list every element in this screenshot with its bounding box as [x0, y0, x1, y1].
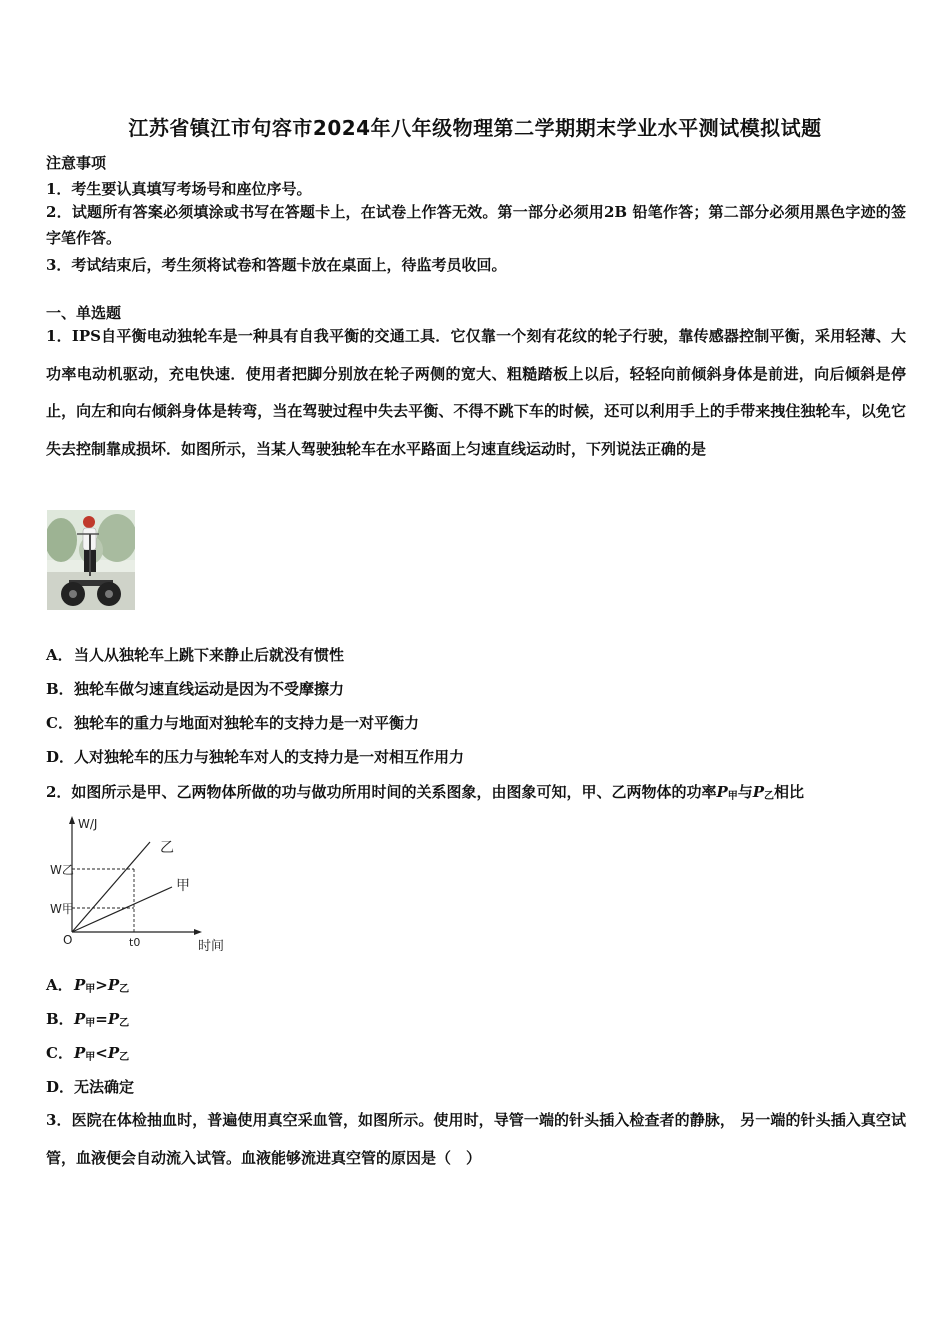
q2-b-p2: P — [107, 1010, 120, 1028]
q2-b-sub1: 甲 — [85, 1018, 96, 1029]
q2-a-sub1: 甲 — [85, 984, 96, 995]
q1-option-b[interactable] — [46, 678, 344, 699]
q1-option-a[interactable] — [46, 644, 344, 665]
w-yi-label: W乙 — [50, 863, 74, 877]
q2-sub-yi: 乙 — [764, 791, 775, 802]
question-2-stem — [46, 781, 804, 802]
q2-option-a[interactable] — [46, 974, 129, 995]
q2-b-p1: P — [74, 1010, 86, 1028]
q2-stem-mid: 与 — [737, 783, 753, 801]
q2-c-sub2: 乙 — [119, 1052, 130, 1063]
q2-c-sub1: 甲 — [85, 1052, 96, 1063]
q2-a-sub2: 乙 — [119, 984, 130, 995]
q2-stem-part-a: 2．如图所示是甲、乙两物体所做的功与做功所用时间的关系图象，由图象可知，甲、乙两物体的功率 — [46, 783, 717, 801]
q2-a-p2: P — [107, 976, 120, 994]
q2-option-d-text: 无法确定 — [74, 1078, 135, 1096]
q2-option-a-label: A． — [46, 976, 73, 994]
q1-option-a-text: 当人从独轮车上跳下来静止后就没有惯性 — [74, 646, 345, 664]
q1-option-b-label: B． — [46, 680, 74, 698]
line-jia-label: 甲 — [176, 878, 190, 894]
notes-heading: 注意事项 — [46, 154, 107, 172]
unicycle-photo — [47, 510, 135, 610]
question-3-stem: 3．医院在体检抽血时，普遍使用真空采血管，如图所示。使用时，导管一端的针头插入检查者的静脉， 另一端的针头插入真空试管，血液便会自动流入试管。血液能够流进真空管的原因是（ ） — [46, 1111, 906, 1167]
q2-stem-part-b: 相比 — [774, 783, 805, 801]
q2-a-rel: > — [95, 976, 108, 994]
q2-b-rel: = — [95, 1010, 108, 1028]
q2-c-rel: < — [95, 1044, 108, 1062]
q2-p-yi: P — [752, 783, 765, 801]
q2-b-sub2: 乙 — [119, 1018, 130, 1029]
q1-option-a-label: A． — [46, 646, 73, 664]
q2-option-c[interactable] — [46, 1042, 129, 1063]
q2-a-p1: P — [74, 976, 86, 994]
q1-option-d[interactable] — [46, 746, 464, 767]
w-jia-label: W甲 — [50, 902, 74, 916]
work-time-graph — [46, 812, 236, 957]
q2-c-p1: P — [74, 1044, 86, 1062]
q2-p-jia: P — [716, 783, 728, 801]
line-yi-label: 乙 — [160, 840, 174, 856]
page-title: 江苏省镇江市句容市2024年八年级物理第二学期期末学业水平测试模拟试题 — [128, 116, 822, 140]
q1-option-d-text: 人对独轮车的压力与独轮车对人的支持力是一对相互作用力 — [74, 748, 465, 766]
q1-option-c-text: 独轮车的重力与地面对独轮车的支持力是一对平衡力 — [74, 714, 420, 732]
note-item-2: 2．试题所有答案必须填涂或书写在答题卡上，在试卷上作答无效。第一部分必须用2B 铅笔作答；第二部分必须用黑色字迹的签字笔作答。 — [46, 203, 906, 247]
line-jia — [72, 887, 172, 932]
q2-option-d-label: D． — [46, 1078, 75, 1096]
q1-option-c[interactable] — [46, 712, 419, 733]
q1-option-c-label: C． — [46, 714, 73, 732]
q1-option-b-text: 独轮车做匀速直线运动是因为不受摩擦力 — [74, 680, 345, 698]
x-axis-arrow — [194, 929, 202, 935]
q2-option-c-label: C． — [46, 1044, 73, 1062]
q2-option-d[interactable] — [46, 1076, 134, 1097]
origin-label: O — [63, 933, 73, 947]
q1-option-d-label: D． — [46, 748, 75, 766]
note-item-1: 1．考生要认真填写考场号和座位序号。 — [46, 180, 312, 198]
section-heading: 一、单选题 — [46, 304, 122, 322]
q2-option-b[interactable] — [46, 1008, 129, 1029]
line-yi — [72, 842, 150, 932]
q2-c-p2: P — [107, 1044, 120, 1062]
question-1-stem: 1．IPS自平衡电动独轮车是一种具有自我平衡的交通工具．它仅靠一个刻有花纹的轮子行驶，靠传感器控制平衡，采用轻薄、大功率电动机驱动，充电快速．使用者把脚分别放在轮子两侧的宽大、粗糙踏板上以后，轻轻向前倾斜身体是前进，向后倾斜是停止，向左和向右倾斜身体是转弯，当在驾驶过程中失去平衡、不得不跳下车的时候，还可以利用手上的手带来拽住独轮车，以免它失去控制靠成损坏．如图所示，当某人驾驶独轮车在水平路面上匀速直线运动时，下列说法正确的是 — [46, 327, 906, 458]
note-item-3: 3．考试结束后，考生须将试卷和答题卡放在桌面上，待监考员收回。 — [46, 256, 507, 274]
t0-label: t0 — [129, 936, 141, 949]
q2-sub-jia: 甲 — [727, 791, 738, 802]
q2-option-b-label: B． — [46, 1010, 74, 1028]
x-axis-label: 时间 — [198, 939, 225, 954]
y-axis-arrow — [69, 816, 75, 824]
y-axis-label: W/J — [78, 817, 98, 831]
